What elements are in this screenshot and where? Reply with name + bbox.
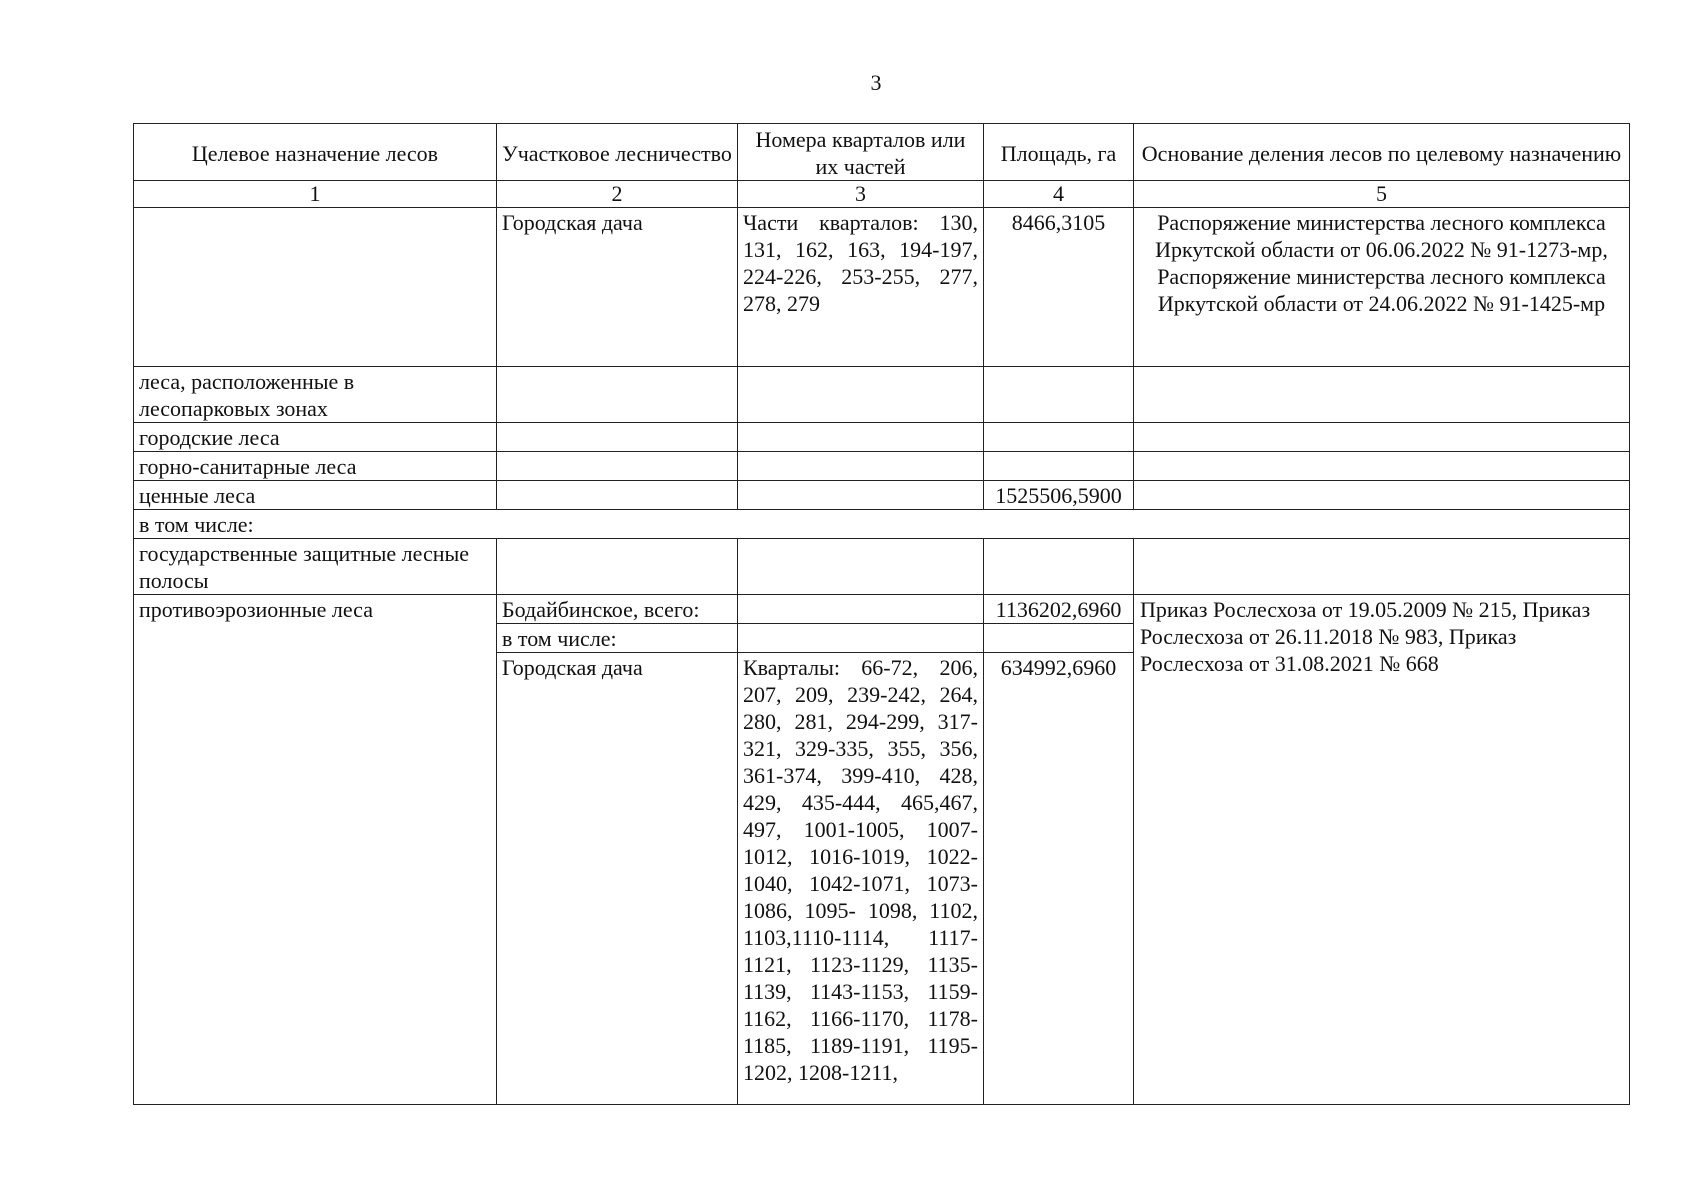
column-number: 3: [738, 181, 984, 208]
forestry-cell: [497, 452, 738, 481]
header-area: Площадь, га: [984, 124, 1134, 181]
forestry-cell: Бодайбинское, всего:: [497, 595, 738, 624]
header-basis: Основание деления лесов по целевому назначению: [1134, 124, 1630, 181]
purpose-cell: леса, расположенные в лесопарковых зонах: [134, 367, 497, 423]
area-cell: [984, 367, 1134, 423]
column-number: 4: [984, 181, 1134, 208]
purpose-cell: городские леса: [134, 423, 497, 452]
purpose-cell: противоэрозионные леса: [134, 595, 497, 1105]
section-subheading: в том числе:: [134, 510, 1630, 539]
column-number: 2: [497, 181, 738, 208]
area-cell: [984, 452, 1134, 481]
quarters-cell: [738, 595, 984, 624]
table-row: [134, 510, 1630, 539]
purpose-cell: государственные защитные лесные полосы: [134, 539, 497, 595]
area-cell: [984, 539, 1134, 595]
purpose-cell: горно-санитарные леса: [134, 452, 497, 481]
table-row: [134, 481, 1630, 510]
purpose-cell: [134, 208, 497, 367]
basis-cell: [1134, 481, 1630, 510]
quarters-cell: [738, 481, 984, 510]
header-purpose: Целевое назначение лесов: [134, 124, 497, 181]
page-number: 3: [870, 70, 882, 95]
quarters-cell: [738, 367, 984, 423]
column-number: 5: [1134, 181, 1630, 208]
table-row: [134, 539, 1630, 595]
quarters-cell: [738, 624, 984, 653]
area-cell: 634992,6960: [984, 653, 1134, 1105]
table-row: [134, 367, 1630, 423]
basis-cell: [1134, 452, 1630, 481]
forestry-cell: в том числе:: [497, 624, 738, 653]
forestry-cell: [497, 423, 738, 452]
column-number-row: [134, 181, 1630, 208]
basis-cell: Приказ Рослесхоза от 19.05.2009 № 215, Приказ Рослесхоза от 26.11.2018 № 983, Приказ Рослесхоза от 31.08.2021 № 668: [1134, 595, 1630, 1105]
header-forestry: Участковое лесничество: [497, 124, 738, 181]
forestry-cell: Городская дача: [497, 653, 738, 1105]
quarters-cell: [738, 539, 984, 595]
area-cell: [984, 624, 1134, 653]
area-total-cell: 1136202,6960: [984, 595, 1134, 624]
table-row: [134, 595, 1630, 624]
area-cell: [984, 423, 1134, 452]
basis-cell: [1134, 423, 1630, 452]
forestry-cell: Городская дача: [497, 208, 738, 367]
forestry-cell: [497, 367, 738, 423]
header-row: [134, 124, 1630, 181]
column-number: 1: [134, 181, 497, 208]
basis-cell: [1134, 539, 1630, 595]
table-row: [134, 423, 1630, 452]
quarters-cell: Кварталы: 66-72, 206, 207, 209, 239-242, 264, 280, 281, 294-299, 317-321, 329-335, 355, 356, 361-374, 399-410, 428, 429, 435-444, 465,467, 497, 1001-1005, 1007-1012, 1016-1019, 1022-1040, 1042-1071, 1073-1086, 1095- 1098, 1102, 1103,1110-1114, 1117-1121, 1123-1129, 1135-1139, 1143-1153, 1159-1162, 1166-1170, 1178-1185, 1189-1191, 1195-1202, 1208-1211,: [738, 653, 984, 1105]
area-cell: 1525506,5900: [984, 481, 1134, 510]
quarters-cell: Части кварталов: 130, 131, 162, 163, 194-197, 224-226, 253-255, 277, 278, 279: [738, 208, 984, 367]
table-row: [134, 208, 1630, 367]
quarters-cell: [738, 423, 984, 452]
purpose-cell: ценные леса: [134, 481, 497, 510]
basis-cell: [1134, 367, 1630, 423]
area-cell: 8466,3105: [984, 208, 1134, 367]
table-row: [134, 452, 1630, 481]
forestry-cell: [497, 539, 738, 595]
header-quarters: Номера кварталов или их частей: [738, 124, 984, 181]
basis-cell: Распоряжение министерства лесного комплекса Иркутской области от 06.06.2022 № 91-1273-мр, Распоряжение министерства лесного комплекса Иркутской области от 24.06.2022 № 91-1425-мр: [1134, 208, 1630, 367]
forest-purpose-table: [133, 123, 1630, 1105]
quarters-cell: [738, 452, 984, 481]
forestry-cell: [497, 481, 738, 510]
